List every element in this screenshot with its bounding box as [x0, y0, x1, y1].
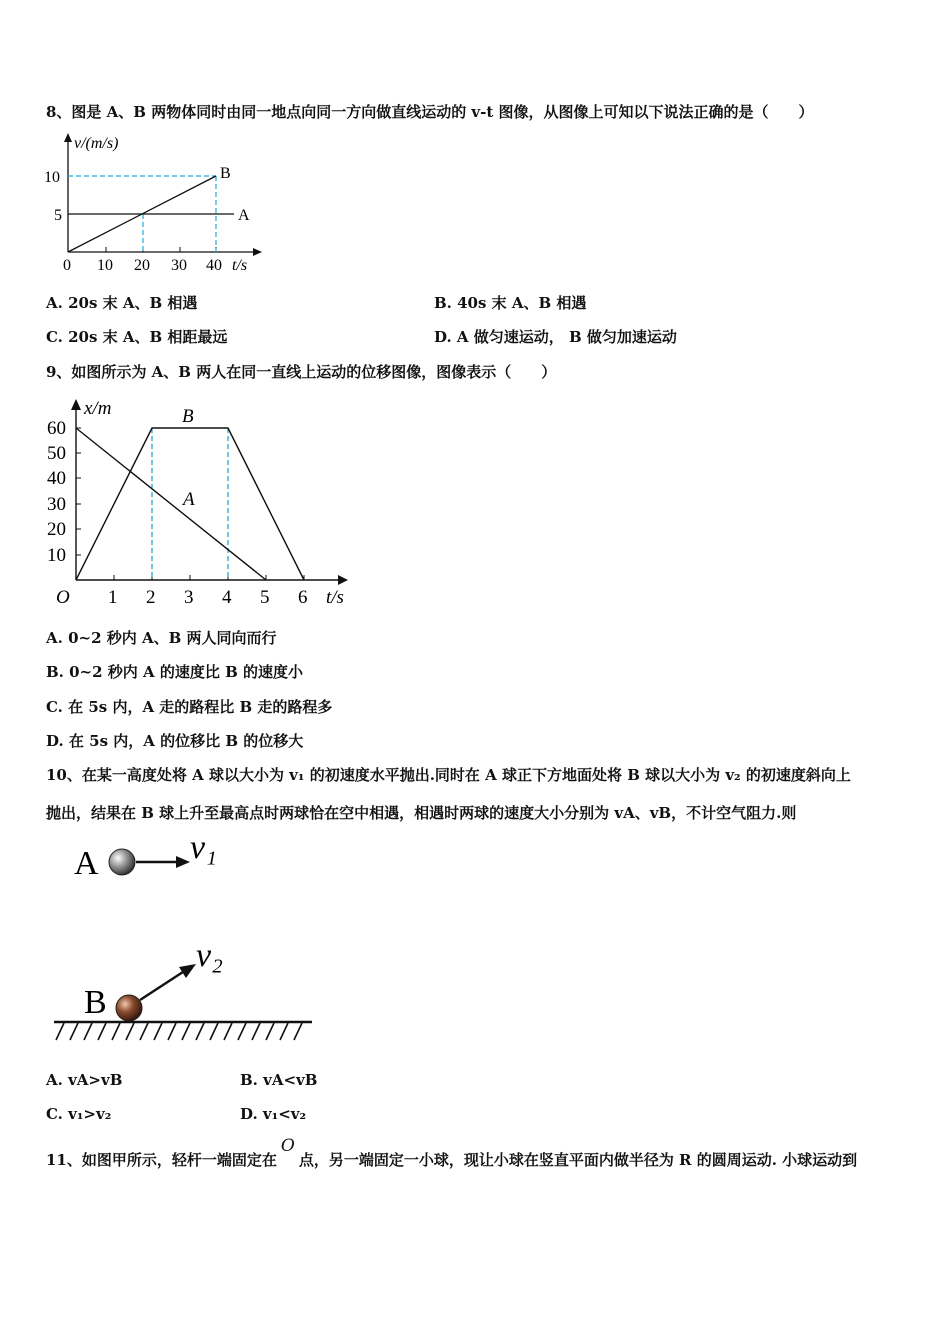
q9-label-b: B	[182, 406, 194, 427]
q9-y-tick-50: 50	[47, 443, 66, 464]
q10-v2: v₂	[196, 937, 223, 974]
q8-y-tick-5: 5	[54, 207, 62, 224]
q9-x-tick-5: 5	[260, 587, 270, 608]
q9-option-b: B. 0~2 秒内 A 的速度比 B 的速度小	[46, 663, 303, 681]
q11-stem-part2: 点，另一端固定一小球，现让小球在竖直平面内做半径为 R 的圆周运动. 小球运动到	[298, 1151, 858, 1169]
q9-y-tick-40: 40	[47, 468, 66, 489]
q8-y-tick-10: 10	[44, 169, 60, 186]
q9-stem: 9、如图所示为 A、B 两人在同一直线上运动的位移图像，图像表示（ ）	[46, 363, 557, 381]
q8-option-b: B. 40s 末 A、B 相遇	[434, 294, 587, 312]
q9-x-tick-3: 3	[184, 587, 194, 608]
q8-stem: 8、图是 A、B 两物体同时由同一地点向同一方向做直线运动的 v-t 图像，从图像上可知以下说法正确的是（ ）	[46, 103, 814, 121]
q10-option-c: C. v₁>v₂	[46, 1105, 112, 1123]
q8-x-tick-40: 40	[206, 257, 222, 274]
q8-x-tick-20: 20	[134, 257, 150, 274]
q10-label-b: B	[84, 984, 107, 1021]
q8-x-tick-30: 30	[171, 257, 187, 274]
q8-x-tick-0: 0	[63, 257, 71, 274]
q10-ground-hatch	[56, 1023, 302, 1040]
q10-stem-line1: 10、在某一高度处将 A 球以大小为 v₁ 的初速度水平抛出.同时在 A 球正下方地面处将 B 球以大小为 v₂ 的初速度斜向上	[46, 766, 851, 784]
q9-x-tick-1: 1	[108, 587, 118, 608]
q9-origin: O	[56, 587, 70, 608]
q8-option-d: D. A 做匀速运动， B 做匀加速运动	[434, 328, 677, 346]
q10-figure	[50, 830, 350, 1050]
q10-ball-b	[116, 995, 142, 1021]
q8-vt-graph	[40, 130, 280, 280]
q9-y-tick-60: 60	[47, 418, 66, 439]
q8-y-label: v/(m/s)	[74, 135, 119, 152]
q9-line-a	[76, 428, 266, 580]
q10-stem-line2: 抛出，结果在 B 球上升至最高点时两球恰在空中相遇，相遇时两球的速度大小分别为 vA、vB，不计空气阻力.则	[46, 804, 797, 822]
q11-stem-part1: 11、如图甲所示，轻杆一端固定在	[46, 1151, 277, 1169]
q9-x-tick-2: 2	[146, 587, 156, 608]
q10-ball-a	[109, 849, 135, 875]
q11-point-o: O	[280, 1136, 295, 1156]
q9-label-a: A	[183, 489, 195, 510]
q10-option-a: A. vA>vB	[46, 1071, 123, 1089]
q10-v1: v₁	[190, 830, 217, 866]
q9-xt-graph	[42, 392, 362, 612]
q10-label-a: A	[74, 845, 99, 882]
q8-option-a: A. 20s 末 A、B 相遇	[46, 294, 198, 312]
q9-option-d: D. 在 5s 内，A 的位移比 B 的位移大	[46, 732, 304, 750]
q9-y-tick-20: 20	[47, 519, 66, 540]
q9-x-label: t/s	[326, 587, 344, 608]
q8-label-a: A	[238, 207, 250, 224]
q11-stem	[46, 1136, 858, 1170]
q8-x-label: t/s	[232, 257, 248, 274]
q9-y-tick-10: 10	[47, 545, 66, 566]
q9-y-label: x/m	[84, 398, 112, 419]
q9-y-tick-30: 30	[47, 494, 66, 515]
q8-label-b: B	[220, 165, 231, 182]
q9-option-c: C. 在 5s 内，A 走的路程比 B 走的路程多	[46, 698, 333, 716]
q10-option-b: B. vA<vB	[240, 1071, 318, 1089]
q9-x-tick-4: 4	[222, 587, 232, 608]
q9-x-tick-6: 6	[298, 587, 308, 608]
q8-x-tick-10: 10	[97, 257, 113, 274]
q10-option-d: D. v₁<v₂	[240, 1105, 307, 1123]
q8-option-c: C. 20s 末 A、B 相距最远	[46, 328, 228, 346]
q9-option-a: A. 0~2 秒内 A、B 两人同向而行	[46, 629, 277, 647]
